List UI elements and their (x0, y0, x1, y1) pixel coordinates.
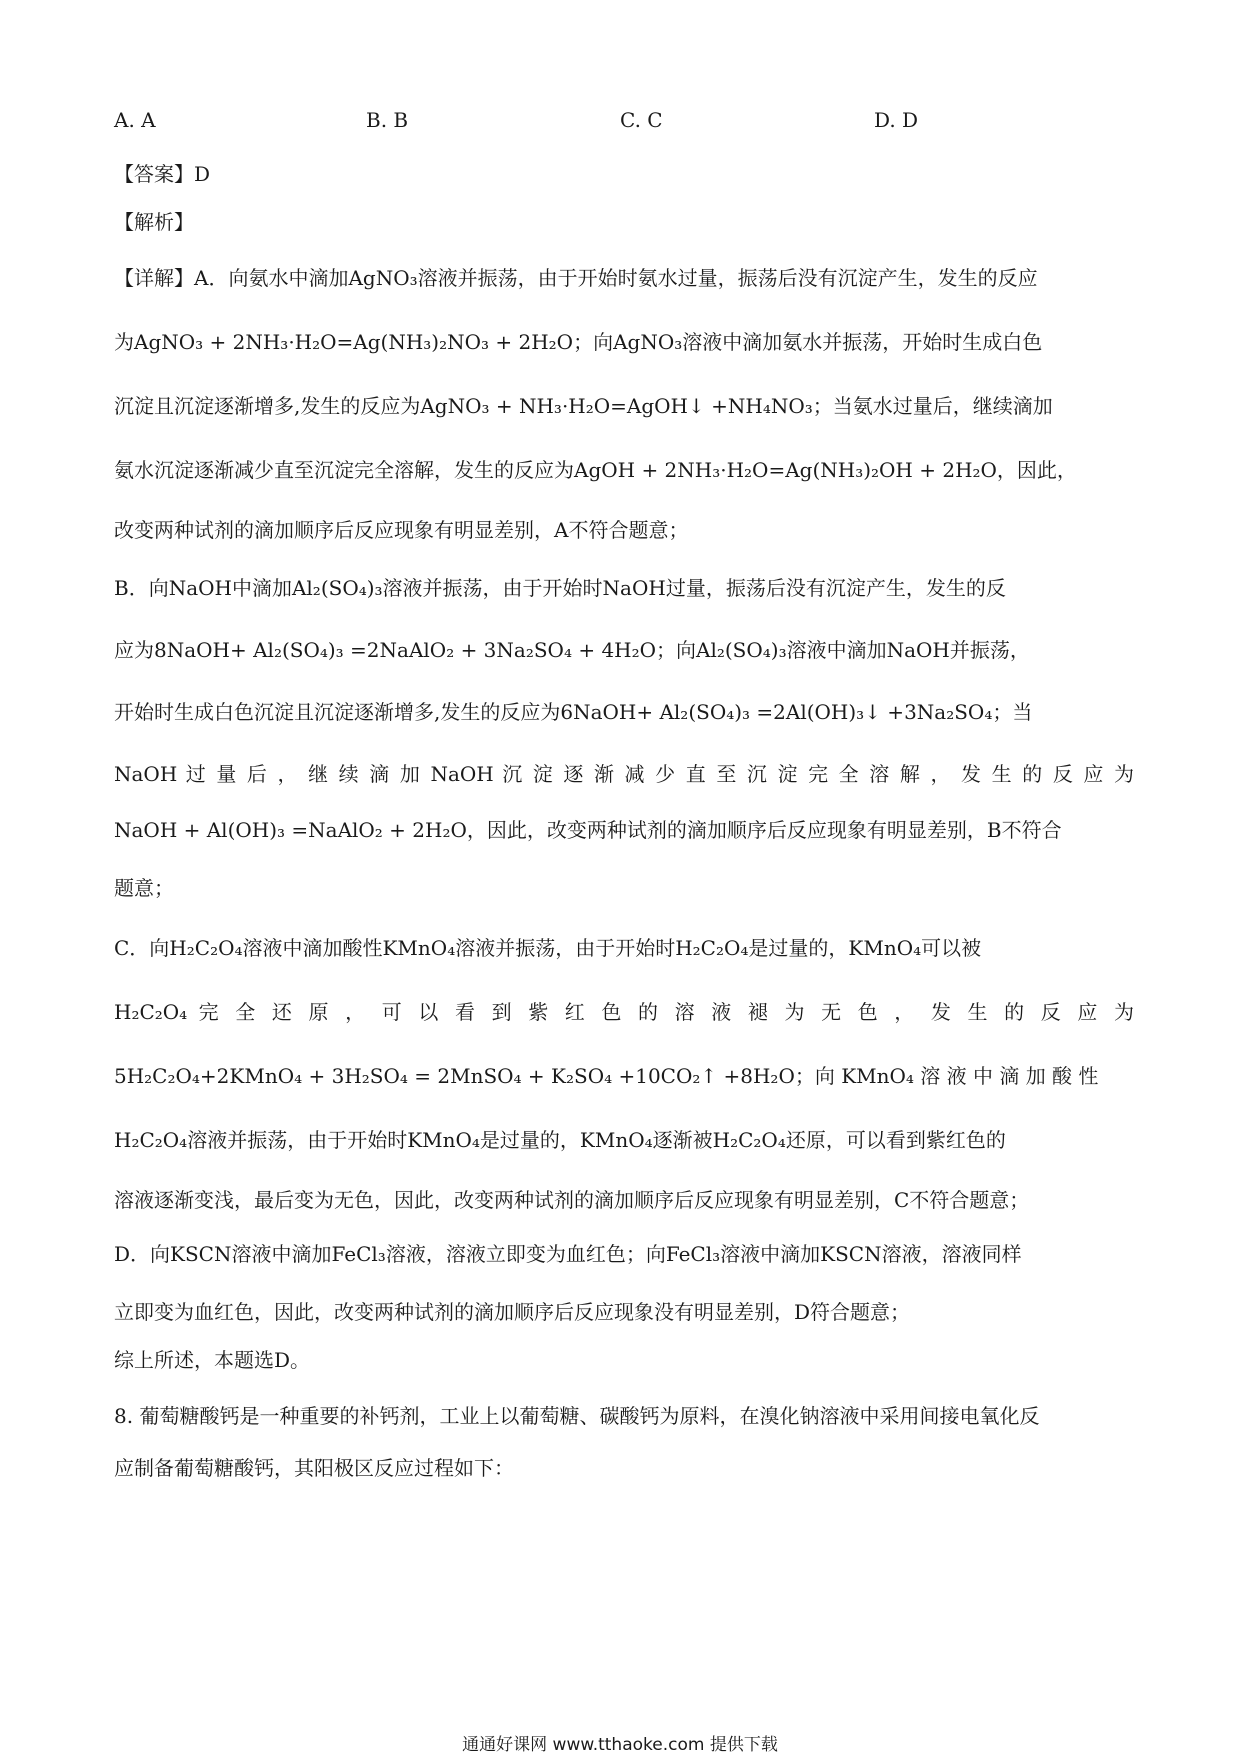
explanation-line: D．向KSCN溶液中滴加FeCl₃溶液，溶液立即变为血红色；向FeCl₃溶液中滴加KSCN溶液，溶液同样 (114, 1242, 1022, 1266)
explanation-line: C．向H₂C₂O₄溶液中滴加酸性KMnO₄溶液并振荡，由于开始时H₂C₂O₄是过量的，KMnO₄可以被 (114, 936, 982, 960)
explanation-line: 题意； (114, 876, 174, 900)
explanation-line: 【详解】A．向氨水中滴加AgNO₃溶液并振荡，由于开始时氨水过量，振荡后没有沉淀产生，发生的反应 (114, 266, 1038, 290)
analysis-label: 【解析】 (114, 210, 194, 234)
explanation-line: H₂C₂O₄ 完 全 还 原 ， 可 以 看 到 紫 红 色 的 溶 液 褪 为 无 色 ， 发 生 的 反 应 为 (114, 1000, 1134, 1024)
choice-c: C. C (620, 108, 663, 132)
explanation-line: NaOH 过 量 后 ， 继 续 滴 加 NaOH 沉 淀 逐 渐 减 少 直 至 沉 淀 完 全 溶 解 ， 发 生 的 反 应 为 (114, 762, 1134, 786)
choice-b: B. B (366, 108, 409, 132)
explanation-line: 应为8NaOH+ Al₂(SO₄)₃ =2NaAlO₂ + 3Na₂SO₄ + 4H₂O；向Al₂(SO₄)₃溶液中滴加NaOH并振荡， (114, 638, 1030, 662)
explanation-line: 溶液逐渐变浅，最后变为无色，因此，改变两种试剂的滴加顺序后反应现象有明显差别，C不符合题意； (114, 1188, 1030, 1212)
explanation-line: NaOH + Al(OH)₃ =NaAlO₂ + 2H₂O，因此，改变两种试剂的滴加顺序后反应现象有明显差别，B不符合 (114, 818, 1062, 842)
choice-d: D. D (874, 108, 919, 132)
choice-a: A. A (114, 108, 156, 132)
explanation-line: 改变两种试剂的滴加顺序后反应现象有明显差别，A不符合题意； (114, 518, 689, 542)
explanation-line: 综上所述，本题选D。 (114, 1348, 311, 1372)
explanation-line: 开始时生成白色沉淀且沉淀逐渐增多,发生的反应为6NaOH+ Al₂(SO₄)₃ =2Al(OH)₃↓ +3Na₂SO₄；当 (114, 700, 1033, 724)
page-footer: 通通好课网 www.tthaoke.com 提供下载 (462, 1735, 778, 1755)
explanation-line: 立即变为血红色，因此，改变两种试剂的滴加顺序后反应现象没有明显差别，D符合题意； (114, 1300, 911, 1324)
explanation-line: 沉淀且沉淀逐渐增多,发生的反应为AgNO₃ + NH₃·H₂O=AgOH↓ +NH₄NO₃；当氨水过量后，继续滴加 (114, 394, 1053, 418)
explanation-line: B．向NaOH中滴加Al₂(SO₄)₃溶液并振荡，由于开始时NaOH过量，振荡后没有沉淀产生，发生的反 (114, 576, 1006, 600)
question-8-line: 8. 葡萄糖酸钙是一种重要的补钙剂，工业上以葡萄糖、碳酸钙为原料，在溴化钠溶液中采用间接电氧化反 (114, 1404, 1040, 1428)
explanation-line: 5H₂C₂O₄+2KMnO₄ + 3H₂SO₄ = 2MnSO₄ + K₂SO₄ +10CO₂↑ +8H₂O；向 KMnO₄ 溶 液 中 滴 加 酸 性 (114, 1064, 1099, 1088)
explanation-line: 为AgNO₃ + 2NH₃·H₂O=Ag(NH₃)₂NO₃ + 2H₂O；向AgNO₃溶液中滴加氨水并振荡，开始时生成白色 (114, 330, 1043, 354)
explanation-line: H₂C₂O₄溶液并振荡，由于开始时KMnO₄是过量的，KMnO₄逐渐被H₂C₂O₄还原，可以看到紫红色的 (114, 1128, 1006, 1152)
explanation-line: 氨水沉淀逐渐减少直至沉淀完全溶解，发生的反应为AgOH + 2NH₃·H₂O=Ag(NH₃)₂OH + 2H₂O，因此， (114, 458, 1077, 482)
answer-label: 【答案】D (114, 162, 211, 186)
question-8-line: 应制备葡萄糖酸钙，其阳极区反应过程如下： (114, 1456, 514, 1480)
